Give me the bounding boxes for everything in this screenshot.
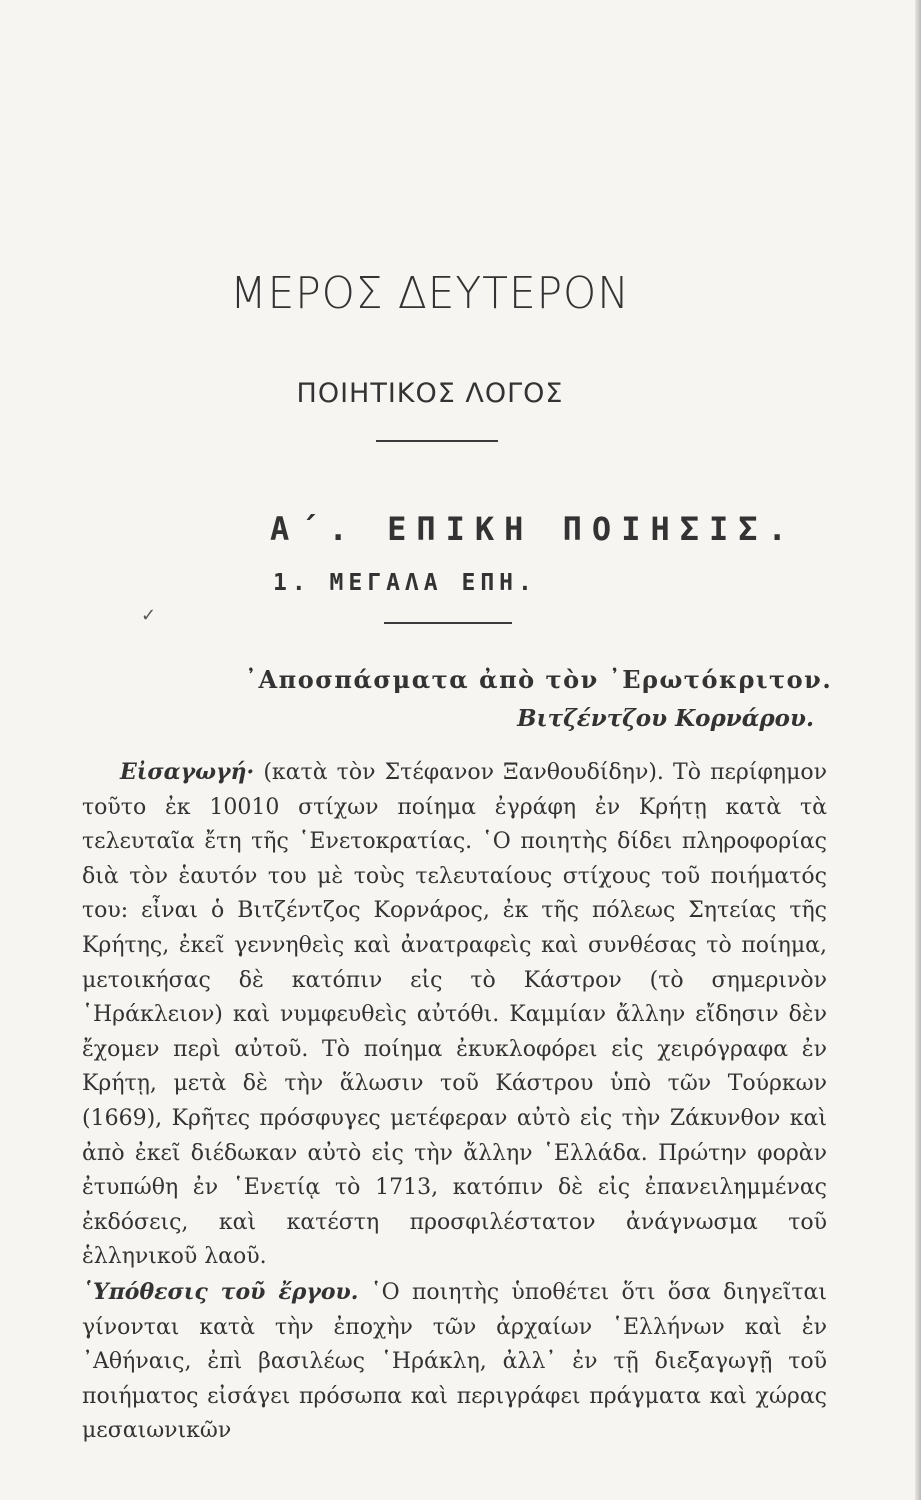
- plot-paragraph: [82, 1275, 827, 1449]
- page-edge: [915, 0, 921, 1500]
- extract-title: ᾿Αποσπάσματα ἀπὸ τὸν ᾿Ερωτόκριτον.: [245, 665, 833, 694]
- plot-text: ῾Ο ποιητὴς ὑποθέτει ὅτι ὅσα διηγεῖται γίνονται κατὰ τὴν ἐποχὴν τῶν ἀρχαίων ῾Ελλήνων καὶ ἐν ᾿Αθήναις, ἐπὶ βασιλέως ῾Ηράκλη, ἀλλ᾿ ἐν τῇ διεξαγωγῇ τοῦ ποιήματος εἰσάγει πρόσωπα καὶ περιγράφει πράγματα καὶ χώρας μεσαιωνικῶν: [82, 1279, 827, 1444]
- plot-lead: ῾Υπόθεσις τοῦ ἔργου.: [82, 1278, 359, 1305]
- intro-paragraph: [82, 755, 827, 1275]
- divider-rule: [376, 440, 498, 442]
- intro-lead: Εἰσαγωγή·: [120, 759, 255, 785]
- part-title: ΜΕΡΟΣ ΔΕΥΤΕΡΟΝ: [230, 268, 630, 319]
- subtitle: ΠΟΙΗΤΙΚΟΣ ΛΟΓΟΣ: [296, 378, 564, 409]
- sub-heading: 1. ΜΕΓΑΛΑ ΕΠΗ.: [273, 570, 537, 596]
- intro-text: (κατὰ τὸν Στέφανον Ξανθουδίδην). Τὸ περίφημον τοῦτο ἐκ 10010 στίχων ποίημα ἐγράφη ἐν Κρήτῃ κατὰ τὰ τελευταῖα ἔτη τῆς ῾Ενετοκρατίας. ῾Ο ποιητὴς δίδει πληροφορίας διὰ τὸν ἑαυτόν του μὲ τοὺς τελευταίους στίχους τοῦ ποιήματός του: εἶναι ὁ Βιτζέντζος Κορνάρος, ἐκ τῆς πόλεως Σητείας τῆς Κρήτης, ἐκεῖ γεννηθεὶς καὶ ἀνατραφεὶς καὶ συνθέσας τὸ ποίημα, μετοικήσας δὲ κατόπιν εἰς τὸ Κάστρον (τὸ σημερινὸν ῾Ηράκλειον) καὶ νυμφευθεὶς αὐτόθι. Καμμίαν ἄλλην εἴδησιν δὲν ἔχομεν περὶ αὐτοῦ. Τὸ ποίημα ἐκυκλοφόρει εἰς χειρόγραφα ἐν Κρήτῃ, μετὰ δὲ τὴν ἅλωσιν τοῦ Κάστρου ὑπὸ τῶν Τούρκων (1669), Κρῆτες πρόσφυγες μετέφεραν αὐτὸ εἰς τὴν Ζάκυνθον καὶ ἀπὸ ἐκεῖ διέδωκαν αὐτὸ εἰς τὴν ἄλλην ῾Ελλάδα. Πρώτην φορὰν ἐτυπώθη ἐν ῾Ενετίᾳ τὸ 1713, κατόπιν δὲ εἰς ἐπανειλημμένας ἐκδόσεις, καὶ κατέστη προσφιλέστατον ἀνάγνωσμα τοῦ ἑλληνικοῦ λαοῦ.: [82, 760, 827, 1270]
- pencil-tick-mark: ✓: [141, 605, 157, 626]
- section-title: Α΄. ΕΠΙΚΗ ΠΟΙΗΣΙΣ.: [270, 510, 797, 548]
- body-text: [82, 755, 827, 1449]
- author-name: Βιτζέντζου Κορνάρου.: [517, 705, 814, 732]
- divider-rule: [384, 622, 512, 624]
